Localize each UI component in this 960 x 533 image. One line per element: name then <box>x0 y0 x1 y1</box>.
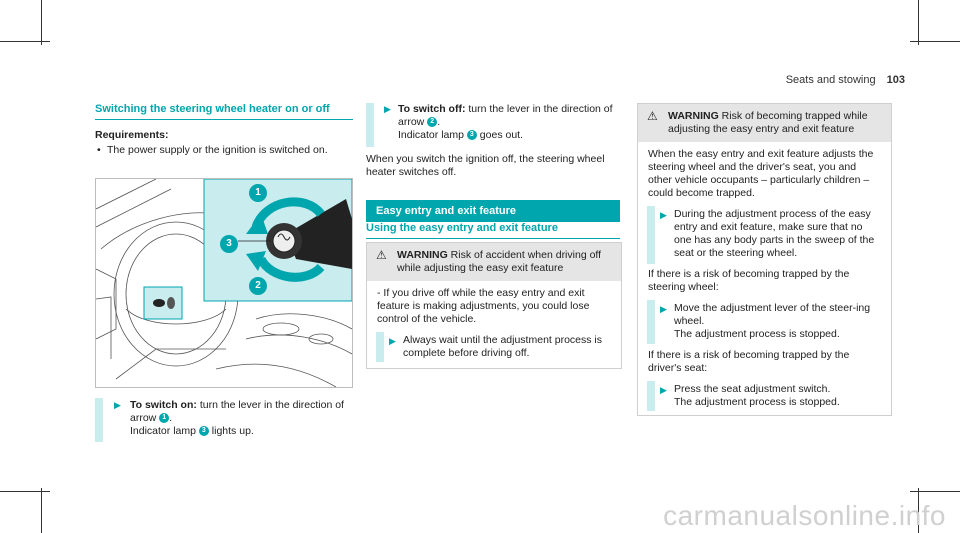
badge-3: 3 <box>467 130 477 140</box>
warning-text: - If you drive off while the easy entry and exit feature is making adjustments, you could lose control of the vehicle. <box>377 287 590 325</box>
warning-header <box>638 104 891 142</box>
crop-mark <box>910 491 960 492</box>
requirements-label: Requirements: <box>95 129 169 141</box>
section-heading: Switching the steering wheel heater on or off <box>95 103 353 120</box>
step-text: goes out. <box>479 129 523 141</box>
requirement-item: • The power supply or the ignition is switched on. <box>97 144 328 156</box>
page-number: 103 <box>886 74 905 86</box>
requirement-text: The power supply or the ignition is switched on. <box>107 144 328 156</box>
warning-box <box>366 242 622 369</box>
ignition-paragraph: When you switch the ignition off, the steering wheel heater switches off. <box>366 153 605 178</box>
step-switch-on <box>130 399 352 438</box>
warning-step-text: Always wait until the adjustment process is complete before driving off. <box>403 334 603 359</box>
section-band: Easy entry and exit feature <box>366 200 620 222</box>
dashboard-drawing <box>96 179 352 387</box>
step-bar <box>95 398 103 442</box>
step-text: lights up. <box>211 425 254 437</box>
warning-step-text: Move the adjustment lever of the steer-ing wheel. <box>674 302 871 327</box>
crop-mark <box>41 488 42 533</box>
warning-step-text: Press the seat adjustment switch. <box>674 383 831 395</box>
subsection-heading: Using the easy entry and exit feature <box>366 222 620 239</box>
step-arrow-icon: ▶ <box>114 400 121 410</box>
warning-head-text: Risk of becoming trapped while adjusting the easy entry and exit feature <box>668 110 868 135</box>
warning-icon: ⚠ <box>647 109 658 123</box>
step-label: To switch on: <box>130 399 197 411</box>
step-arrow-icon: ▶ <box>389 336 396 346</box>
warning-title: WARNING <box>668 110 719 122</box>
crop-mark <box>918 0 919 45</box>
step-arrow-icon: ▶ <box>660 210 667 220</box>
warning-box <box>637 103 892 416</box>
warning-icon: ⚠ <box>376 248 387 262</box>
crop-mark <box>0 41 50 42</box>
step-text: . <box>437 116 441 128</box>
step-switch-off <box>398 103 620 142</box>
warning-body <box>367 281 621 368</box>
column-1 <box>95 103 353 157</box>
badge-3: 3 <box>199 426 209 436</box>
warning-step <box>648 302 881 341</box>
warning-step <box>648 208 881 260</box>
badge-1: 1 <box>159 413 169 423</box>
callout-3: 3 <box>220 235 238 253</box>
condition-text: If there is a risk of becoming trapped by the steering wheel: <box>648 268 850 293</box>
step-text: Indicator lamp <box>130 425 196 437</box>
step-bar <box>647 381 655 411</box>
step-text: turn the lever in the direction of arrow <box>130 399 344 424</box>
warning-head-text: Risk of accident when driving off while adjusting the easy exit feature <box>397 249 602 274</box>
step-arrow-icon: ▶ <box>660 385 667 395</box>
warning-step-result: The adjustment process is stopped. <box>674 328 840 340</box>
page-header <box>786 74 905 86</box>
warning-step <box>377 334 611 362</box>
condition-text: If there is a risk of becoming trapped by the driver's seat: <box>648 349 850 374</box>
warning-step-text: During the adjustment process of the easy entry and exit feature, make sure that no one has any body parts in the sweep of the seat or the steering wheel. <box>674 208 875 259</box>
crop-mark <box>910 41 960 42</box>
badge-2: 2 <box>427 117 437 127</box>
step-arrow-icon: ▶ <box>660 304 667 314</box>
crop-mark <box>41 0 42 45</box>
warning-header <box>367 243 621 281</box>
step-text: turn the lever in the direction of arrow <box>398 103 613 128</box>
step-text: . <box>169 412 173 424</box>
crop-mark <box>0 491 50 492</box>
warning-title: WARNING <box>397 249 448 261</box>
step-text: Indicator lamp <box>398 129 464 141</box>
watermark: carmanualsonline.info <box>663 500 946 531</box>
warning-intro: When the easy entry and exit feature adjusts the steering wheel and the driver's seat, you and other vehicle occupants – particularly children – could become trapped. <box>648 148 874 199</box>
section-title: Seats and stowing <box>785 74 876 86</box>
callout-1: 1 <box>249 184 267 202</box>
warning-step <box>648 383 881 409</box>
step-bar <box>647 206 655 264</box>
callout-2: 2 <box>249 277 267 295</box>
step-bar <box>647 300 655 344</box>
step-bar <box>376 332 384 362</box>
steering-wheel-illustration <box>95 178 353 388</box>
warning-body <box>638 142 891 415</box>
step-bar <box>366 103 374 147</box>
step-label: To switch off: <box>398 103 466 115</box>
warning-step-result: The adjustment process is stopped. <box>674 396 840 408</box>
step-arrow-icon: ▶ <box>384 104 391 114</box>
